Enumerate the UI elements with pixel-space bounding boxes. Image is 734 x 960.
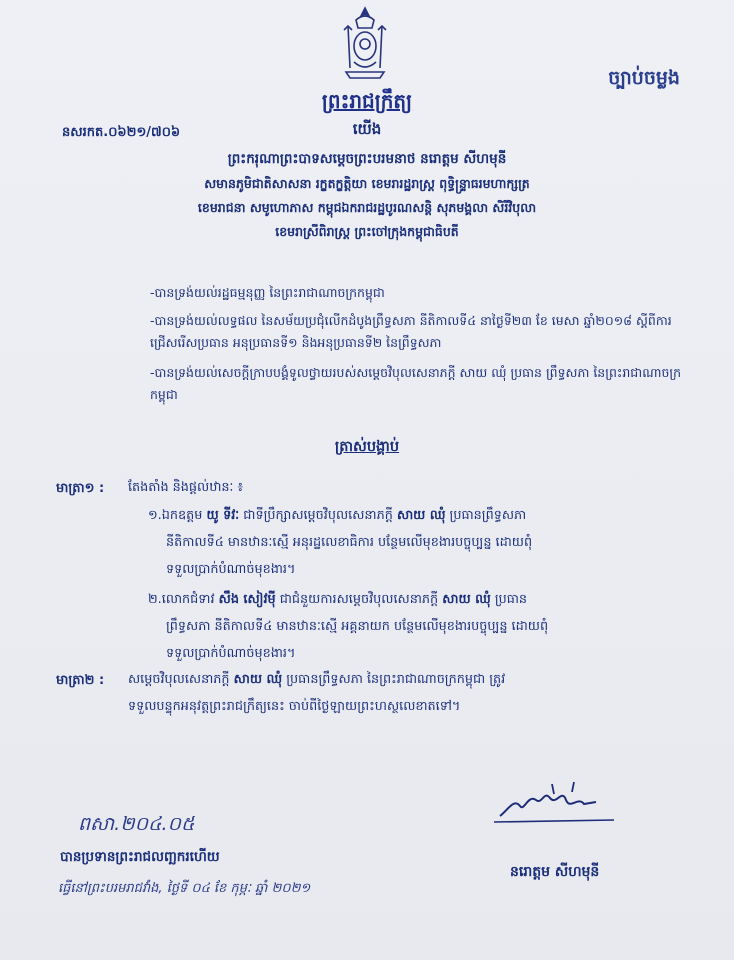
article-1-item-2-line-3: ទទួលប្រាក់បំណាច់មុខងារ។: [166, 646, 296, 661]
article-1-item-1: [148, 502, 708, 529]
royal-signature-icon: [492, 780, 622, 826]
item-1-suffix: ប្រធានព្រឹទ្ធសភា: [449, 508, 527, 523]
king-title-line: សមានភូមិជាតិសាសនា រក្ខតក្ខត្តិយា ខេមរារដ្ឋរាស្ត្រ ពុទ្ធិន្ទ្រាធរមហាក្សត្រ: [204, 176, 530, 191]
approval-note: បានប្រទានព្រះរាជលញ្ឆករហើយ: [60, 849, 220, 865]
article-2-suffix: ប្រធានព្រឹទ្ធសភា នៃព្រះរាជាណាចក្រកម្ពុជា ត្រូវ: [286, 672, 506, 687]
article-1-intro: តែងតាំង និងផ្តល់ឋានៈ ៖: [128, 480, 244, 495]
preamble-item: -បានទ្រង់យល់សេចក្តីក្រាបបង្គំទូលថ្វាយរបស់សម្តេចវិបុលសេនាភក្តី សាយ ឈុំ ប្រធាន ព្រឹទ្ធសភា នៃព្រះរាជាណាចក្រកម្ពុជា: [150, 365, 682, 402]
article-1-item-2-line-2: ព្រឹទ្ធសភា នីតិកាលទី៤ មានឋានៈស្មើ អគ្គនាយក បន្ថែមលើមុខងារបច្ចុប្បន្ន ដោយពុំ: [166, 619, 549, 634]
king-name: នរោត្តម សីហមុនី: [510, 864, 600, 880]
item-1-name: យូ ទីវៈ: [206, 508, 240, 523]
item-1-role: ជាទីប្រឹក្សាសម្តេចវិបុលសេនាភក្តី: [243, 508, 393, 523]
king-title-line: ខេមរាស្រីពិរាស្ត្រ ព្រះចៅក្រុងកម្ពុជាធិបតី: [275, 224, 459, 239]
article-2-text: [128, 666, 698, 693]
decision-title: ត្រាស់បង្គាប់: [334, 439, 400, 455]
item-2-prefix: ២.លោកជំទាវ: [148, 592, 215, 607]
item-1-superior: សាយ ឈុំ: [396, 508, 446, 523]
item-2-suffix: ប្រធាន: [494, 592, 528, 607]
reference-number: នសរកត.០៦២១/៧០៦: [62, 125, 181, 140]
item-2-name: សឹង សៀវម៉ី: [218, 592, 276, 607]
article-2-superior: សាយ ឈុំ: [233, 672, 283, 687]
item-1-prefix: ១.ឯកឧត្តម: [148, 508, 203, 523]
king-title-line: ព្រះករុណាព្រះបាទសម្តេចព្រះបរមនាថ នរោត្តម សីហមុនី: [227, 151, 507, 167]
article-2-label: មាត្រា២ :: [56, 673, 105, 688]
place-and-date: ធ្វើនៅព្រះបរមរាជវាំង, ថ្ងៃទី ០៤ ខែ កុម្ភៈ ឆ្នាំ ២០២១: [58, 881, 311, 896]
copy-stamp: ច្បាប់ចម្លង: [608, 67, 680, 89]
article-2-prefix: សម្តេចវិបុលសេនាភក្តី: [128, 672, 230, 687]
item-2-superior: សាយ ឈុំ: [442, 592, 491, 607]
preamble-item: -បានទ្រង់យល់លទ្ធផល នៃសម័យប្រជុំលើកដំបូងព្រឹទ្ធសភា នីតិកាលទី៤ នាថ្ងៃទី២៣ ខែ មេសា ឆ្នាំ២០១៨ ស្តីពីការជ្រើសរើសប្រធាន អនុប្រធានទី១ និងអនុប្រធានទី២ នៃព្រឹទ្ធសភា: [150, 313, 672, 350]
we-heading: យើង: [352, 120, 382, 138]
item-2-role: ជាជំនួយការសម្តេចវិបុលសេនាភក្តី: [279, 592, 439, 607]
article-1-label: មាត្រា១ :: [56, 481, 105, 496]
article-1-item-1-line-3: ទទួលប្រាក់បំណាច់មុខងារ។: [166, 562, 296, 577]
article-1-item-2: [148, 586, 708, 613]
royal-emblem-icon: [336, 6, 394, 82]
handwritten-date: ពសា.២០៤.០៥: [78, 813, 195, 835]
article-2-line-2: ទទួលបន្ទុកអនុវត្តព្រះរាជក្រឹត្យនេះ ចាប់ពីថ្ងៃឡាយព្រះហស្ថលេខាតទៅ។: [128, 699, 461, 714]
article-1-item-1-line-2: នីតិកាលទី៤ មានឋានៈស្មើ អនុរដ្ឋលេខាធិការ បន្ថែមលើមុខងារបច្ចុប្បន្ន ដោយពុំ: [166, 535, 533, 550]
decree-title: ព្រះរាជក្រឹត្យ: [321, 89, 413, 113]
king-title-line: ខេមរាជនា សមូហោភាស កម្ពុជឯករាជរដ្ឋបូរណសន្តិ សុភមង្គលា សិរីវិបុលា: [197, 200, 537, 215]
preamble-item: -បានទ្រង់យល់រដ្ឋធម្មនុញ្ញ នៃព្រះរាជាណាចក្រកម្ពុជា: [150, 285, 385, 300]
